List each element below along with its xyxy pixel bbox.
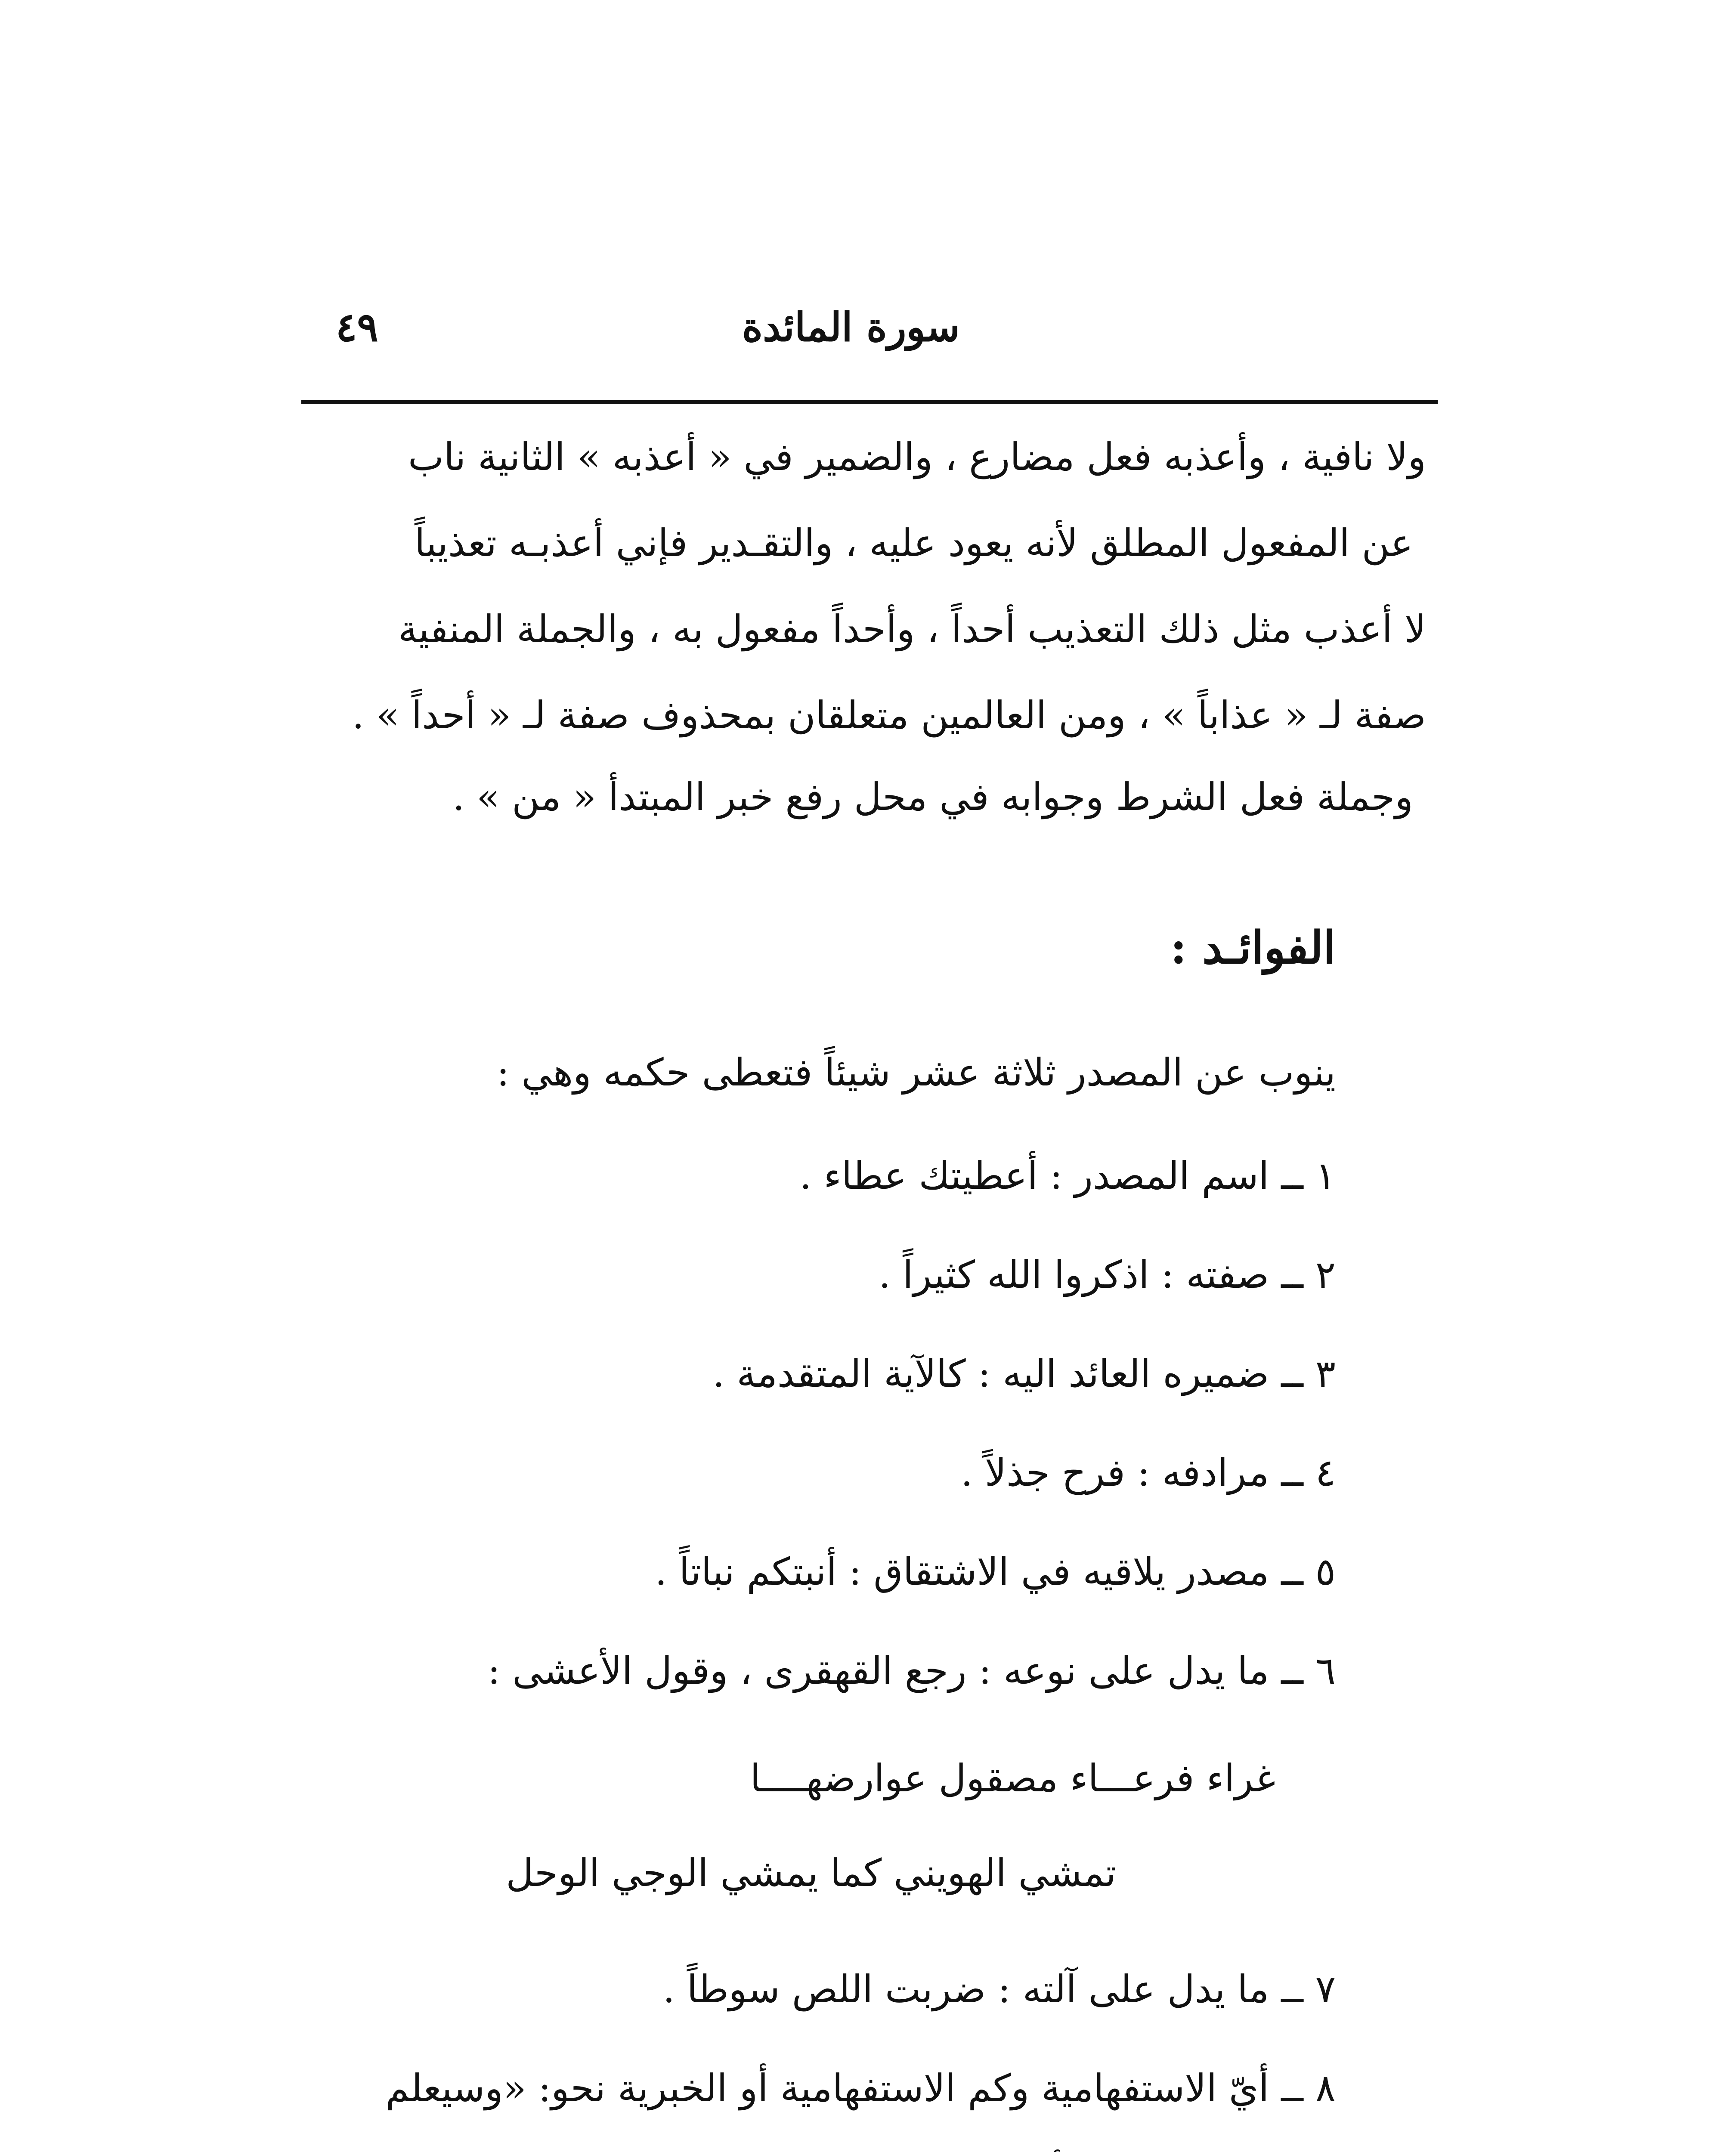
paragraph-line: لا أعذب مثل ذلك التعذيب أحداً ، وأحداً مفعول به ، والجملة المنفية <box>398 607 1426 651</box>
list-item: ٢ ــ صفته : اذكروا الله كثيراً . <box>879 1252 1336 1297</box>
page-title: سورة المائدة <box>742 304 960 350</box>
page-header <box>301 297 1438 357</box>
list-item: ٣ ــ ضميره العائد اليه : كالآية المتقدمة . <box>712 1351 1336 1396</box>
section-heading: الفوائـد : <box>1170 921 1336 974</box>
paragraph <box>272 435 1426 822</box>
intro-line: ينوب عن المصدر ثلاثة عشر شيئاً فتعطى حكمه وهي : <box>496 1050 1336 1095</box>
paragraph-line: وجملة فعل الشرط وجوابه في محل رفع خبر المبتدأ « من » . <box>452 775 1413 819</box>
list-item: ٨ ــ أيّ الاستفهامية وكم الاستفهامية أو الخبرية نحو: «وسيعلم <box>385 2066 1336 2110</box>
list-item: ١ ــ اسم المصدر : أعطيتك عطاء . <box>799 1153 1336 1198</box>
list-item: ٧ ــ ما يدل على آلته : ضربت اللص سوطاً . <box>662 1967 1336 2011</box>
benefits-list <box>260 1050 1336 2152</box>
header-rule <box>301 400 1438 404</box>
paragraph-line: عن المفعول المطلق لأنه يعود عليه ، والتقـدير فإني أعذبـه تعذيباً <box>415 521 1413 565</box>
page-number: ٤٩ <box>336 304 378 350</box>
verse-line: غراء فرعـــاء مصقول عوارضهــــا <box>750 1756 1275 1800</box>
verse-line: تمشي الهويني كما يمشي الوجي الوحل <box>506 1851 1116 1895</box>
list-item: ٥ ــ مصدر يلاقيه في الاشتقاق : أنبتكم نباتاً . <box>655 1549 1336 1594</box>
paragraph-line: صفة لـ « عذاباً » ، ومن العالمين متعلقان بمحذوف صفة لـ « أحداً » . <box>352 693 1426 737</box>
list-item: ٦ ــ ما يدل على نوعه : رجع القهقرى ، وقول الأعشى : <box>487 1648 1336 1693</box>
list-item: ٤ ــ مرادفه : فرح جذلاً . <box>960 1450 1336 1495</box>
paragraph-line: ولا نافية ، وأعذبه فعل مضارع ، والضمير في « أعذبه » الثانية ناب <box>408 435 1426 479</box>
